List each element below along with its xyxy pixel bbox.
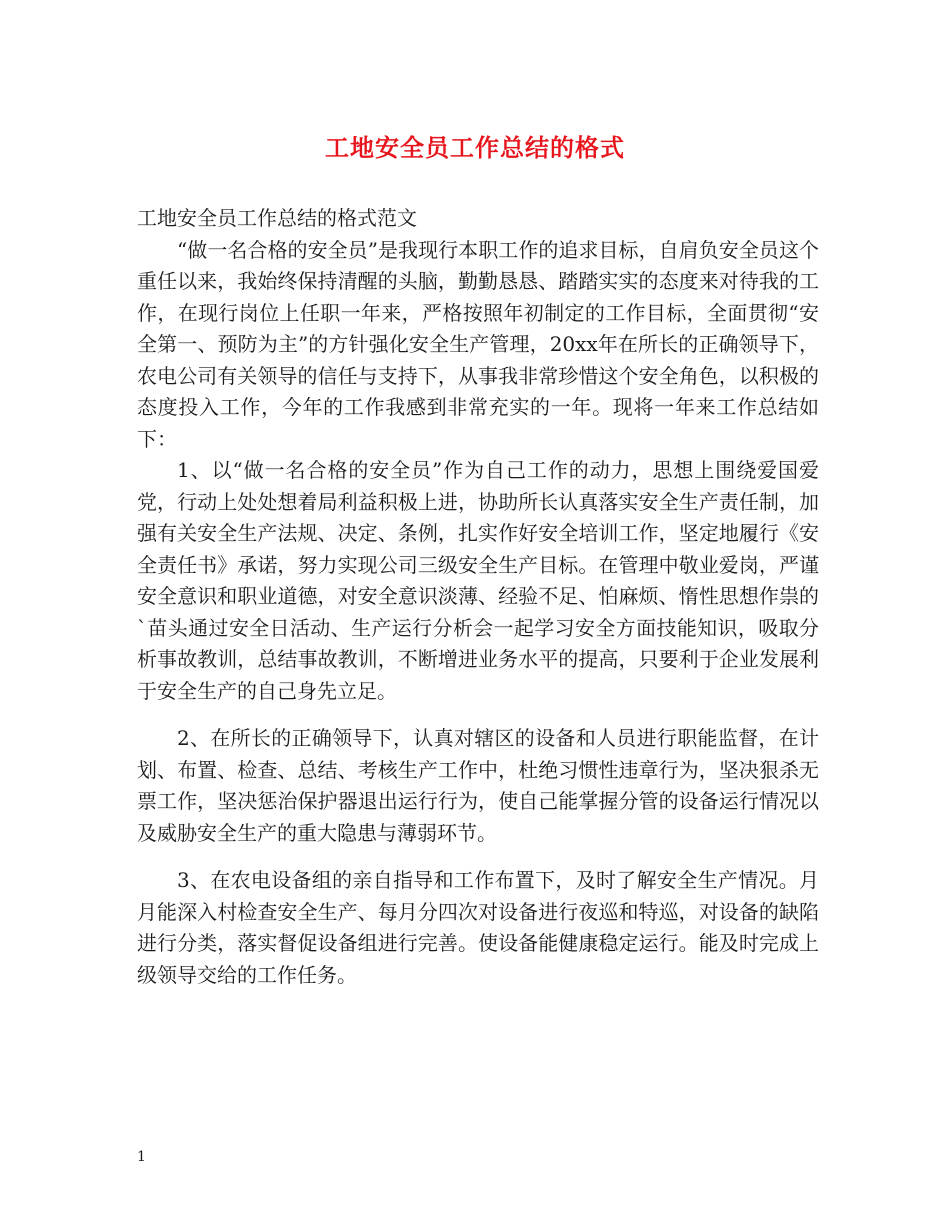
page-number: 1 (137, 1149, 146, 1165)
paragraph-intro: “做一名合格的安全员”是我现行本职工作的追求目标，自肩负安全员这个重任以来，我始终保持清醒的头脑，勤勤恳恳、踏踏实实的态度来对待我的工作，在现行岗位上任职一年来，严格按照年初制定的工作目标，全面贯彻“安全第一、预防为主”的方针强化安全生产管理，20xx年在所长的正确领导下，农电公司有关领导的信任与支持下，从事我非常珍惜这个安全角色，以积极的态度投入工作，今年的工作我感到非常充实的一年。现将一年来工作总结如下： (137, 237, 819, 451)
document-body (137, 203, 819, 991)
document-subtitle: 工地安全员工作总结的格式范文 (137, 206, 417, 230)
document-title: 工地安全员工作总结的格式 (325, 133, 625, 162)
paragraph-point-2: 2、在所长的正确领导下，认真对辖区的设备和人员进行职能监督，在计划、布置、检查、总结、考核生产工作中，杜绝习惯性违章行为，坚决狠杀无票工作，坚决惩治保护器退出运行行为，使自己能掌握分管的设备运行情况以及威胁安全生产的重大隐患与薄弱环节。 (137, 726, 819, 845)
paragraph-point-3: 3、在农电设备组的亲自指导和工作布置下，及时了解安全生产情况。月月能深入村检查安全生产、每月分四次对设备进行夜巡和特巡，对设备的缺陷进行分类，落实督促设备组进行完善。使设备能健康稳定运行。能及时完成上级领导交给的工作任务。 (137, 868, 819, 987)
paragraph-point-1: 1、以“做一名合格的安全员”作为自己工作的动力，思想上围绕爱国爱党，行动上处处想着局利益积极上进，协助所长认真落实安全生产责任制，加强有关安全生产法规、决定、条例，扎实作好安全培训工作，坚定地履行《安全责任书》承诺，努力实现公司三级安全生产目标。在管理中敬业爱岗，严谨安全意识和职业道德，对安全意识淡薄、经验不足、怕麻烦、惰性思想作祟的`苗头通过安全日活动、生产运行分析会一起学习安全方面技能知识，吸取分析事故教训，总结事故教训，不断增进业务水平的提高，只要利于企业发展利于安全生产的自己身先立足。 (137, 458, 819, 703)
